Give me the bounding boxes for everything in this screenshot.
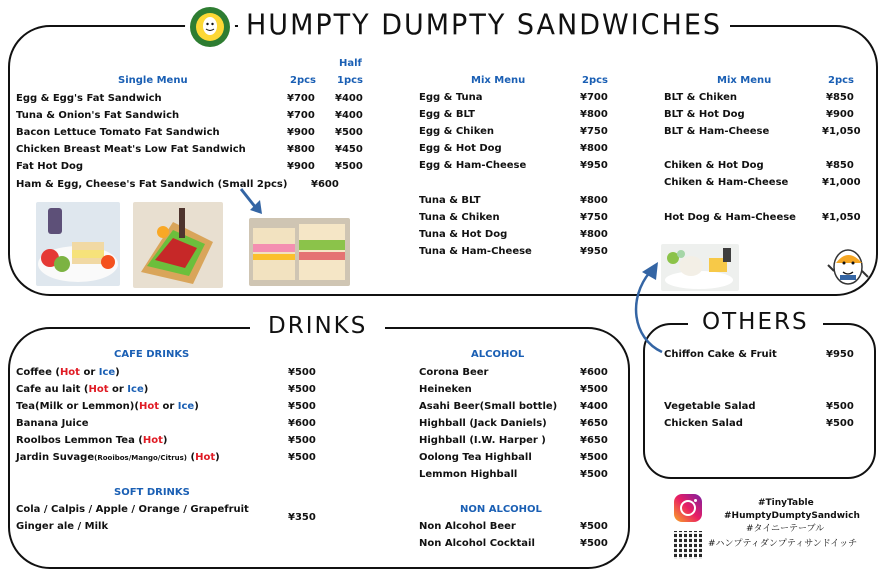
drink-name: Corona Beer — [419, 367, 489, 378]
menu-item-name: BLT & Chiken — [664, 92, 738, 103]
menu-item-name: Fat Hot Dog — [16, 161, 84, 172]
drink-price: ¥500 — [580, 538, 608, 549]
menu-item-name: Ham & Egg, Cheese's Fat Sandwich (Small 2pcs) — [16, 179, 288, 190]
single-menu-2pcs-header: 2pcs — [290, 75, 316, 86]
menu-item-price: ¥950 — [580, 160, 608, 171]
drink-name: Highball (I.W. Harper ) — [419, 435, 546, 446]
menu-item-price: ¥500 — [335, 161, 363, 172]
drink-price: ¥500 — [288, 435, 316, 446]
hashtag: #タイニーテーブル — [746, 524, 825, 534]
others-item-price: ¥500 — [826, 418, 854, 429]
menu-item-price: ¥500 — [335, 127, 363, 138]
blt-sandwich-photo — [133, 202, 223, 288]
alcohol-heading: ALCOHOL — [471, 349, 525, 360]
menu-item-price: ¥450 — [335, 144, 363, 155]
menu-item-price: ¥700 — [580, 92, 608, 103]
drink-name: Non Alcohol Beer — [419, 521, 516, 532]
drink-price: ¥500 — [288, 452, 316, 463]
others-title: OTHERS — [688, 307, 823, 337]
arrow-down-right-icon — [238, 186, 264, 216]
hashtag: #ハンプティダンプティサンドイッチ — [708, 539, 858, 549]
humpty-mascot-icon — [826, 241, 871, 289]
mix-menu-2pcs-header: 2pcs — [582, 75, 608, 86]
menu-item-price: ¥1,050 — [822, 126, 861, 137]
menu-item-name: Egg & Tuna — [419, 92, 483, 103]
menu-item-name: Tuna & Hot Dog — [419, 229, 508, 240]
drink-price: ¥650 — [580, 435, 608, 446]
menu-item-name: Egg & BLT — [419, 109, 475, 120]
drink-price: ¥650 — [580, 418, 608, 429]
drink-tea: Tea(Milk or Lemmon)(Hot or Ice) — [16, 401, 199, 412]
menu-item-name: Bacon Lettuce Tomato Fat Sandwich — [16, 127, 220, 138]
drink-price: ¥600 — [288, 418, 316, 429]
menu-item-name: Egg & Hot Dog — [419, 143, 502, 154]
others-item-price: ¥500 — [826, 401, 854, 412]
drink-name: Heineken — [419, 384, 472, 395]
drink-cafe-au-lait: Cafe au lait (Hot or Ice) — [16, 384, 149, 395]
drink-jardin: Jardin Suvage(Rooibos/Mango/Citrus) (Hot) — [16, 452, 220, 463]
single-menu-half-header: Half — [339, 58, 362, 69]
mix-menu-2pcs-header: 2pcs — [828, 75, 854, 86]
hashtag: #HumptyDumptySandwich — [724, 511, 860, 521]
menu-item-price: ¥800 — [287, 144, 315, 155]
menu-item-price: ¥850 — [826, 92, 854, 103]
drink-name: Asahi Beer(Small bottle) — [419, 401, 558, 412]
drink-rooibos: Roolbos Lemmon Tea (Hot) — [16, 435, 168, 446]
drinks-title: DRINKS — [250, 311, 385, 341]
soft-drinks-line: Ginger ale / Milk — [16, 521, 109, 532]
menu-item-price: ¥900 — [287, 127, 315, 138]
drink-price: ¥400 — [580, 401, 608, 412]
menu-item-price: ¥400 — [335, 110, 363, 121]
mix-menu-heading: Mix Menu — [717, 75, 772, 86]
qr-code-icon[interactable] — [674, 531, 702, 559]
menu-item-name: Chiken & Hot Dog — [664, 160, 764, 171]
menu-item-name: Egg & Egg's Fat Sandwich — [16, 93, 162, 104]
drink-price: ¥600 — [580, 367, 608, 378]
single-menu-heading: Single Menu — [118, 75, 188, 86]
menu-item-price: ¥800 — [580, 109, 608, 120]
others-item-price: ¥950 — [826, 349, 854, 360]
menu-item-price: ¥700 — [287, 93, 315, 104]
menu-item-price: ¥850 — [826, 160, 854, 171]
menu-item-price: ¥800 — [580, 195, 608, 206]
menu-item-price: ¥1,000 — [822, 177, 861, 188]
menu-item-name: Tuna & Ham-Cheese — [419, 246, 532, 257]
menu-item-price: ¥1,050 — [822, 212, 861, 223]
drink-banana: Banana Juice — [16, 418, 89, 429]
menu-item-price: ¥800 — [580, 229, 608, 240]
drink-name: Non Alcohol Cocktail — [419, 538, 535, 549]
menu-item-price: ¥950 — [580, 246, 608, 257]
menu-item-price: ¥750 — [580, 212, 608, 223]
drink-price: ¥350 — [288, 512, 316, 523]
others-item-name: Vegetable Salad — [664, 401, 756, 412]
drink-name: Lemmon Highball — [419, 469, 518, 480]
single-menu-1pcs-header: 1pcs — [337, 75, 363, 86]
menu-item-price: ¥400 — [335, 93, 363, 104]
others-item-name: Chicken Salad — [664, 418, 743, 429]
logo-badge-icon — [185, 5, 235, 49]
drink-coffee: Coffee (Hot or Ice) — [16, 367, 120, 378]
drink-price: ¥500 — [288, 384, 316, 395]
others-item-name: Chiffon Cake & Fruit — [664, 349, 777, 360]
hashtag: #TinyTable — [758, 498, 814, 508]
menu-item-name: Egg & Chiken — [419, 126, 494, 137]
drink-price: ¥500 — [580, 384, 608, 395]
non-alcohol-heading: NON ALCOHOL — [460, 504, 542, 515]
menu-item-price: ¥900 — [287, 161, 315, 172]
menu-item-name: Egg & Ham-Cheese — [419, 160, 527, 171]
drink-name: Oolong Tea Highball — [419, 452, 532, 463]
menu-item-name: BLT & Ham-Cheese — [664, 126, 770, 137]
drink-price: ¥500 — [580, 469, 608, 480]
soft-drinks-heading: SOFT DRINKS — [114, 487, 190, 498]
page-title: HUMPTY DUMPTY SANDWICHES — [238, 7, 730, 45]
curved-arrow-icon — [626, 258, 666, 356]
menu-item-name: Tuna & Onion's Fat Sandwich — [16, 110, 180, 121]
mix-menu-heading: Mix Menu — [471, 75, 526, 86]
drink-price: ¥500 — [580, 521, 608, 532]
menu-item-price: ¥750 — [580, 126, 608, 137]
menu-item-price: ¥900 — [826, 109, 854, 120]
drink-price: ¥500 — [288, 401, 316, 412]
egg-sandwich-photo — [36, 202, 120, 286]
menu-item-name: Chicken Breast Meat's Low Fat Sandwich — [16, 144, 246, 155]
menu-item-price: ¥800 — [580, 143, 608, 154]
menu-item-name: Chiken & Ham-Cheese — [664, 177, 789, 188]
hamcheese-sandwich-photo — [249, 218, 350, 286]
drink-price: ¥500 — [288, 367, 316, 378]
menu-item-name: Tuna & Chiken — [419, 212, 500, 223]
menu-item-name: Tuna & BLT — [419, 195, 481, 206]
drink-price: ¥500 — [580, 452, 608, 463]
menu-item-price: ¥700 — [287, 110, 315, 121]
instagram-icon[interactable] — [674, 494, 702, 522]
humpty-dumpty-logo — [185, 5, 235, 49]
menu-item-price: ¥600 — [311, 179, 339, 190]
drink-name: Highball (Jack Daniels) — [419, 418, 547, 429]
menu-item-name: Hot Dog & Ham-Cheese — [664, 212, 796, 223]
menu-item-name: BLT & Hot Dog — [664, 109, 745, 120]
soft-drinks-line: Cola / Calpis / Apple / Orange / Grapefruit — [16, 504, 249, 515]
cafe-drinks-heading: CAFE DRINKS — [114, 349, 190, 360]
chiffon-cake-photo — [661, 244, 739, 291]
